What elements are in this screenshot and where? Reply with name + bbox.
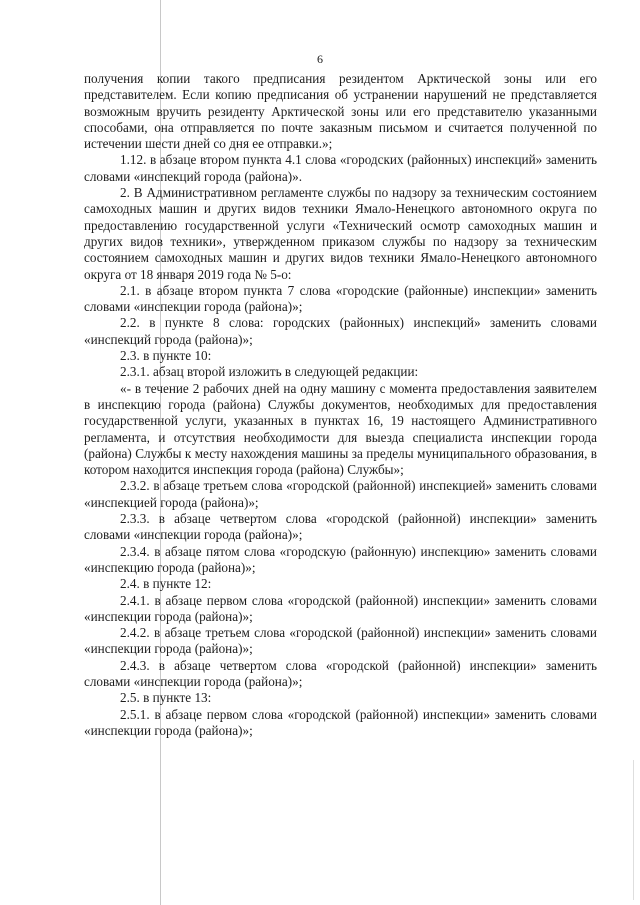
paragraph: 2.4.3. в абзаце четвертом слова «городской (районной) инспекции» заменить словами «инспекции города (района)»; [84,657,597,689]
paragraph: 2.5. в пункте 13: [120,690,212,706]
paragraph: 2.3.3. в абзаце четвертом слова «городской (районной) инспекции» заменить словами «инспекции города (района)»; [84,511,597,543]
paragraph: 2.4.2. в абзаце третьем слова «городской (районной) инспекции» заменить словами «инспекции города (района)»; [84,625,597,657]
paragraph: 2.1. в абзаце втором пункта 7 слова «городские (районные) инспекции» заменить словами «инспекции города (района)»; [84,282,597,315]
paragraph: 1.12. в абзаце втором пункта 4.1 слова «городских (районных) инспекций» заменить словами «инспекций города (района)». [84,152,597,184]
paragraph: 2.3.1. абзац второй изложить в следующей редакции: [120,364,419,380]
document-body [84,71,597,739]
paragraph: 2.4. в пункте 12: [120,576,212,592]
paragraph: 2.3.2. в абзаце третьем слова «городской (районной) инспекцией» заменить словами «инспекцией города (района)»; [84,478,597,510]
paragraph: получения копии такого предписания резидентом Арктической зоны или его представителем. Если копию предписания об устранении нарушений не представляется возможным вручить резиденту Арктической зоны или его представителю указанными способами, она отправляется по почте заказным письмом и считается полученной по истечении шести дней со дня ее отправки.»; [84,71,597,152]
scan-edge-mark [633,760,634,900]
page-number: 6 [317,52,323,66]
paragraph: 2.3.4. в абзаце пятом слова «городскую (районную) инспекцию» заменить словами «инспекцию города (района)»; [84,543,597,575]
paragraph: 2.2. в пункте 8 слова: городских (районных) инспекций» заменить словами «инспекций города (района)»; [84,315,597,347]
paragraph: 2.5.1. в абзаце первом слова «городской (районной) инспекции» заменить словами «инспекции города (района)»; [84,706,597,738]
paragraph: 2.4.1. в абзаце первом слова «городской (районной) инспекции» заменить словами «инспекции города (района)»; [84,592,597,624]
paragraph: «- в течение 2 рабочих дней на одну машину с момента предоставления заявителем в инспекцию города (района) Службы документов, необходимых для предоставления государственной услуги, указанных в пунктах 16, 19 настоящего Административного регламента, и отсутствия необходимости для выезда специалиста инспекции города (района) Службы к месту нахождения машины за пределы муниципального образования, в котором находится инспекция города (района) Службы»; [84,380,597,478]
paragraph: 2. В Административном регламенте службы по надзору за техническим состоянием самоходных машин и других видов техники Ямало-Ненецкого автономного округа по предоставлению государственной услуги «Технический осмотр самоходных машин и других видов техники», утвержденном приказом службы по надзору за техническим состоянием самоходных машин и других видов техники Ямало-Ненецкого автономного округа от 18 января 2019 года № 5-о: [84,185,597,282]
paragraph: 2.3. в пункте 10: [120,348,212,364]
